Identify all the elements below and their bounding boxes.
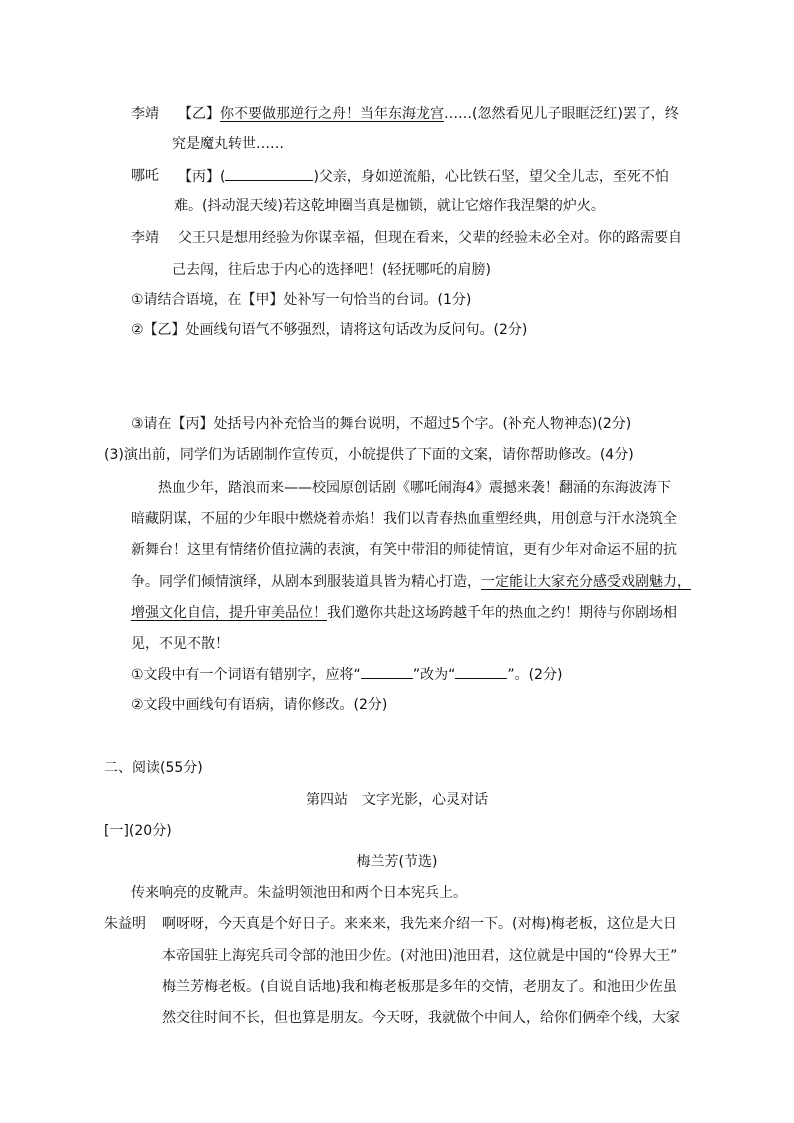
li-jing-dialogue-1-cont: 究是魔丸转世…… — [172, 136, 284, 152]
promo-line-5-rest: 我们邀你共赴这场跨越千年的热血之约！期待与你剧场相 — [327, 605, 677, 621]
part3-q1-text-a: ①文段中有一个词语有错别字，应将“ — [131, 667, 361, 683]
promo-paragraph-line-6: 见，不见不散！ — [131, 636, 229, 652]
mark-bing: 【丙】( — [178, 169, 226, 185]
station-title: 第四站 文字光影，心灵对话 — [306, 792, 488, 808]
nezha-dialogue-cont: 难。(抖动混天绫)若这乾坤圈当真是枷锁，就让它熔作我涅槃的炉火。 — [174, 198, 605, 214]
promo-paragraph-line-2: 暗藏阴谋，不屈的少年眼中燃烧着赤焰！我们以青春热血重塑经典，用创意与汗水浇筑全 — [131, 511, 677, 527]
part3-intro: (3)演出前，同学们为话剧制作宣传页，小皖提供了下面的文案，请你帮助修改。(4分) — [104, 447, 634, 463]
speaker-li-jing-2: 李靖 — [131, 230, 159, 246]
underlined-sentence-part1: 一定能让大家充分感受戏剧魅力， — [481, 574, 691, 590]
question-1: ①请结合语境，在【甲】处补写一句恰当的台词。(1分) — [131, 292, 472, 308]
li-jing-dialogue-1-rest: ……(忽然看见儿子眼眶泛红)罢了，终 — [444, 106, 679, 122]
correct-word-blank[interactable] — [455, 664, 507, 679]
speaker-nezha: 哪吒 — [131, 168, 159, 184]
part-label: [一](20分) — [104, 823, 172, 839]
play-title: 梅兰芳(节选) — [356, 854, 438, 870]
promo-line-4-plain: 争。同学们倾情演绎，从剧本到服装道具皆为精心打造， — [131, 574, 481, 590]
zhu-dialogue-line-3: 梅兰芳梅老板。(自说自话地)我和梅老板那是多年的交情，老朋友了。和池田少佐虽 — [162, 979, 677, 995]
li-jing-dialogue-2-cont: 己去闯，往后忠于内心的选择吧！(轻抚哪吒的肩膀) — [172, 262, 491, 278]
nezha-dialogue — [178, 166, 669, 187]
li-jing-dialogue-2: 父王只是想用经验为你谋幸福，但现在看来，父辈的经验未必全对。你的路需要自 — [178, 230, 682, 246]
section-heading-reading: 二、阅读(55分) — [104, 760, 203, 776]
li-jing-dialogue-1 — [178, 104, 679, 124]
part3-question-1 — [131, 664, 562, 685]
speaker-li-jing-1: 李靖 — [131, 106, 159, 122]
wrong-word-blank[interactable] — [361, 664, 413, 679]
part3-q1-text-b: ”改为“ — [412, 667, 456, 683]
question-3: ③请在【丙】处括号内补充恰当的舞台说明，不超过5个字。(补充人物神态)(2分) — [131, 416, 632, 432]
question-2: ②【乙】处画线句语气不够强烈，请将这句话改为反问句。(2分) — [131, 322, 528, 338]
promo-paragraph-line-5 — [131, 603, 677, 623]
nezha-dialogue-rest: )父亲，身如逆流船，心比铁石坚，望父全儿志，至死不怕 — [313, 169, 669, 185]
mark-yi: 【乙】 — [178, 106, 220, 122]
stage-direction-blank[interactable] — [225, 166, 313, 181]
underlined-sentence-part2: 增强文化自信，提升审美品位！ — [131, 605, 327, 621]
promo-paragraph-line-4 — [131, 572, 691, 592]
speaker-zhu-yiming: 朱益明 — [104, 916, 146, 932]
zhu-dialogue-line-1: 啊呀呀，今天真是个好日子。来来来，我先来介绍一下。(对梅)梅老板，这位是大日 — [162, 916, 677, 932]
part3-question-2: ②文段中画线句有语病，请你修改。(2分) — [131, 697, 388, 713]
underlined-sentence-yi: 你不要做那逆行之舟！当年东海龙宫 — [220, 106, 444, 122]
part3-q1-text-c: ”。(2分) — [507, 667, 563, 683]
zhu-dialogue-line-2: 本帝国驻上海宪兵司令部的池田少佐。(对池田)池田君，这位就是中国的“伶界大王” — [162, 948, 678, 964]
promo-paragraph-line-1: 热血少年，踏浪而来——校园原创话剧《哪吒闹海4》震撼来袭！翻涌的东海波涛下 — [158, 480, 671, 496]
stage-direction: 传来响亮的皮靴声。朱益明领池田和两个日本宪兵上。 — [131, 885, 467, 901]
zhu-dialogue-line-4: 然交往时间不长，但也算是朋友。今天呀，我就做个中间人，给你们俩牵个线，大家 — [162, 1010, 680, 1026]
promo-paragraph-line-3: 新舞台！这里有情绪价值拉满的表演，有笑中带泪的师徒情谊，更有少年对命运不屈的抗 — [131, 542, 677, 558]
